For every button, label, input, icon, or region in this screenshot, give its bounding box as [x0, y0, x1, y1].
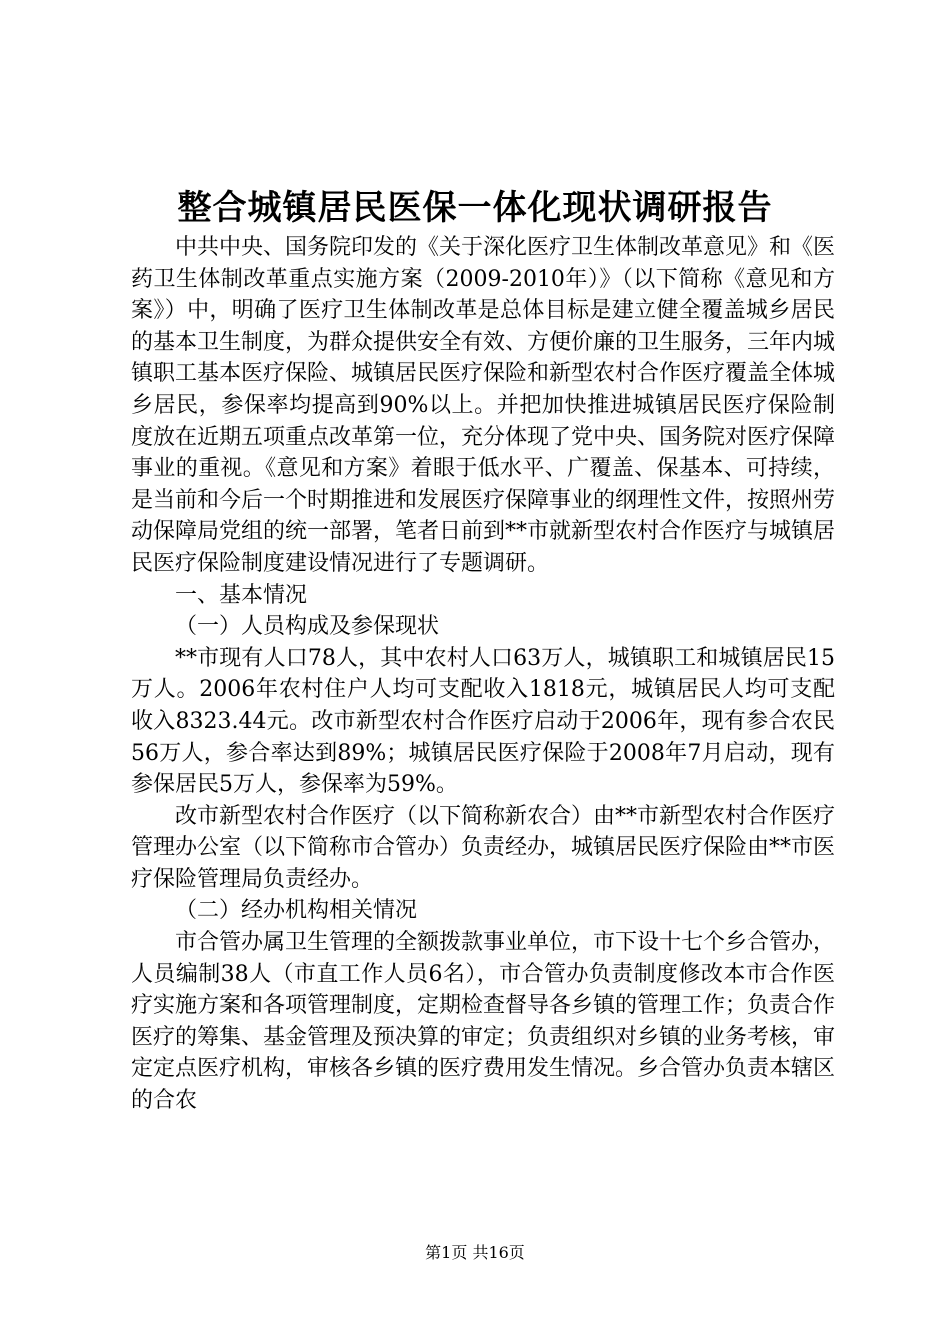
section-heading-basic: 一、基本情况 — [175, 582, 308, 608]
paragraph-population: **市现有人口78人，其中农村人口63万人，城镇职工和城镇居民15万人。2006年农村住户人均可支配收入1818元，城镇居民人均可支配收入8323.44元。改市新型农村合作医疗启动于2006年，现有参合农民56万人，参合率达到89%；城镇居民医疗保险于2008年7月启动，现有参保居民5万人，参保率为59%。 — [131, 645, 835, 798]
document-title: 整合城镇居民医保一体化现状调研报告 — [177, 188, 773, 228]
paragraph-agency: 市合管办属卫生管理的全额拨款事业单位，市下设十七个乡合管办，人员编制38人（市直工作人员6名），市合管办负责制度修改本市合作医疗实施方案和各项管理制度，定期检查督导各乡镇的管理工作；负责合作医疗的筹集、基金管理及预决算的审定；负责组织对乡镇的业务考核，审定定点医疗机构，审核各乡镇的医疗费用发生情况。乡合管办负责本辖区的合农 — [131, 930, 836, 1114]
document-body — [131, 232, 835, 1117]
paragraph-intro: 中共中央、国务院印发的《关于深化医疗卫生体制改革意见》和《医药卫生体制改革重点实施方案（2009-2010年）》（以下简称《意见和方案》）中，明确了医疗卫生体制改革是总体目标是建立健全覆盖城乡居民的基本卫生制度，为群众提供安全有效、方便价廉的卫生服务，三年内城镇职工基本医疗保险、城镇居民医疗保险和新型农村合作医疗覆盖全体城乡居民，参保率均提高到90%以上。并把加快推进城镇居民医疗保险制度放在近期五项重点改革第一位，充分体现了党中央、国务院对医疗保障事业的重视。《意见和方案》着眼于低水平、广覆盖、保基本、可持续，是当前和今后一个时期推进和发展医疗保障事业的纲理性文件，按照州劳动保障局党组的统一部署，笔者日前到**市就新型农村合作医疗与城镇居民医疗保险制度建设情况进行了专题调研。 — [131, 235, 836, 576]
paragraph-management: 改市新型农村合作医疗（以下简称新农合）由**市新型农村合作医疗管理办公室（以下简称市合管办）负责经办，城镇居民医疗保险由**市医疗保险管理局负责经办。 — [131, 803, 836, 892]
page-number-footer: 第1页 共16页 — [425, 1243, 525, 1262]
subsection-heading-personnel: （一）人员构成及参保现状 — [175, 614, 440, 640]
subsection-heading-agency: （二）经办机构相关情况 — [175, 898, 418, 924]
